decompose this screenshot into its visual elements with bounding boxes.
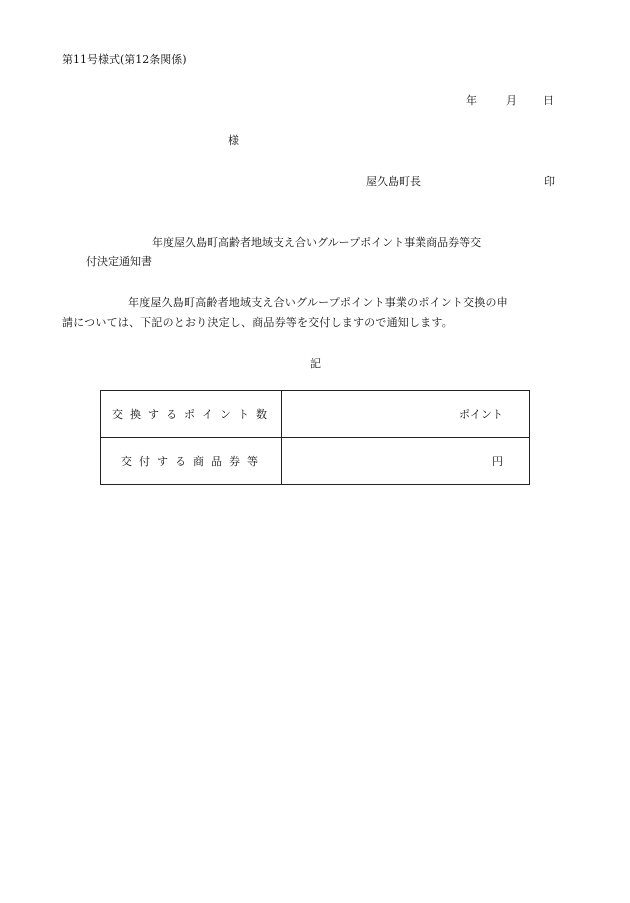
- issuer-name: 屋久島町長: [366, 175, 421, 188]
- table-row: [101, 391, 530, 438]
- seal-mark: 印: [544, 175, 555, 188]
- body-text-line2: 請については、下記のとおり決定し、商品券等を交付しますので通知します。: [62, 316, 453, 329]
- voucher-value: 円: [282, 438, 530, 485]
- document-title-line1: 年度屋久島町高齢者地域支え合いグループポイント事業商品券等交: [152, 236, 482, 249]
- points-value: ポイント: [282, 391, 530, 438]
- voucher-label: 交付する商品券等: [101, 438, 282, 485]
- document-title-line2: 付決定通知書: [86, 255, 152, 268]
- details-table: [100, 390, 530, 485]
- ki-heading: 記: [310, 357, 321, 370]
- body-text-line1: 年度屋久島町高齢者地域支え合いグループポイント事業のポイント交換の申: [128, 296, 508, 309]
- date-line: [466, 92, 554, 108]
- date-day-label: 日: [543, 94, 554, 107]
- addressee-suffix: 様: [228, 134, 239, 147]
- table-row: [101, 438, 530, 485]
- points-label: 交換するポイント数: [101, 391, 282, 438]
- form-number: 第11号様式(第12条関係): [62, 53, 187, 66]
- date-year-label: 年: [466, 94, 477, 107]
- date-month-label: 月: [506, 94, 517, 107]
